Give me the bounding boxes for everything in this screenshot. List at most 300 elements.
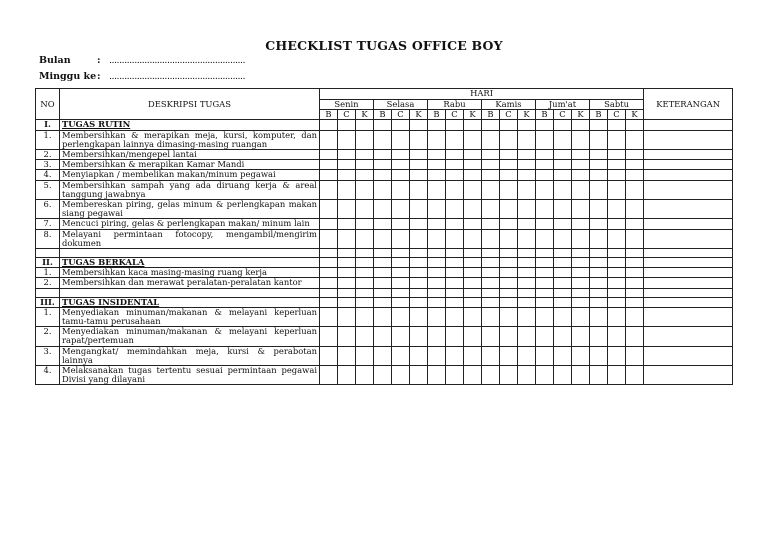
meta-blank-field[interactable]: ...................................................... bbox=[109, 71, 246, 82]
check-cell[interactable] bbox=[410, 307, 428, 326]
check-cell[interactable] bbox=[338, 366, 356, 385]
check-cell[interactable] bbox=[536, 268, 554, 278]
check-cell[interactable] bbox=[554, 249, 572, 258]
check-cell[interactable] bbox=[482, 346, 500, 365]
check-cell[interactable] bbox=[410, 150, 428, 160]
check-cell[interactable] bbox=[428, 258, 446, 268]
meta-blank-field[interactable]: ...................................................... bbox=[109, 55, 246, 66]
check-cell[interactable] bbox=[554, 229, 572, 248]
check-cell[interactable] bbox=[356, 278, 374, 288]
check-cell[interactable] bbox=[626, 150, 644, 160]
check-cell[interactable] bbox=[446, 229, 464, 248]
check-cell[interactable] bbox=[500, 327, 518, 346]
check-cell[interactable] bbox=[464, 278, 482, 288]
check-cell[interactable] bbox=[428, 278, 446, 288]
check-cell[interactable] bbox=[320, 120, 338, 130]
check-cell[interactable] bbox=[590, 120, 608, 130]
check-cell[interactable] bbox=[338, 346, 356, 365]
check-cell[interactable] bbox=[608, 120, 626, 130]
check-cell[interactable] bbox=[608, 307, 626, 326]
check-cell[interactable] bbox=[464, 120, 482, 130]
check-cell[interactable] bbox=[338, 120, 356, 130]
check-cell[interactable] bbox=[356, 150, 374, 160]
check-cell[interactable] bbox=[410, 219, 428, 229]
check-cell[interactable] bbox=[500, 130, 518, 149]
check-cell[interactable] bbox=[572, 258, 590, 268]
check-cell[interactable] bbox=[374, 200, 392, 219]
keterangan-cell[interactable] bbox=[644, 219, 733, 229]
check-cell[interactable] bbox=[518, 346, 536, 365]
check-cell[interactable] bbox=[608, 229, 626, 248]
keterangan-cell[interactable] bbox=[644, 268, 733, 278]
check-cell[interactable] bbox=[590, 307, 608, 326]
check-cell[interactable] bbox=[374, 288, 392, 297]
check-cell[interactable] bbox=[320, 297, 338, 307]
check-cell[interactable] bbox=[392, 346, 410, 365]
check-cell[interactable] bbox=[536, 249, 554, 258]
check-cell[interactable] bbox=[536, 130, 554, 149]
check-cell[interactable] bbox=[482, 229, 500, 248]
check-cell[interactable] bbox=[482, 170, 500, 180]
check-cell[interactable] bbox=[554, 327, 572, 346]
check-cell[interactable] bbox=[464, 366, 482, 385]
check-cell[interactable] bbox=[410, 170, 428, 180]
check-cell[interactable] bbox=[338, 170, 356, 180]
check-cell[interactable] bbox=[590, 366, 608, 385]
check-cell[interactable] bbox=[536, 278, 554, 288]
check-cell[interactable] bbox=[356, 297, 374, 307]
check-cell[interactable] bbox=[356, 160, 374, 170]
check-cell[interactable] bbox=[626, 278, 644, 288]
check-cell[interactable] bbox=[446, 346, 464, 365]
check-cell[interactable] bbox=[554, 219, 572, 229]
check-cell[interactable] bbox=[338, 327, 356, 346]
check-cell[interactable] bbox=[626, 180, 644, 199]
check-cell[interactable] bbox=[338, 249, 356, 258]
check-cell[interactable] bbox=[590, 229, 608, 248]
keterangan-cell[interactable] bbox=[644, 229, 733, 248]
check-cell[interactable] bbox=[518, 327, 536, 346]
check-cell[interactable] bbox=[374, 297, 392, 307]
check-cell[interactable] bbox=[446, 366, 464, 385]
check-cell[interactable] bbox=[572, 160, 590, 170]
check-cell[interactable] bbox=[554, 120, 572, 130]
check-cell[interactable] bbox=[374, 307, 392, 326]
check-cell[interactable] bbox=[392, 278, 410, 288]
check-cell[interactable] bbox=[626, 120, 644, 130]
check-cell[interactable] bbox=[482, 200, 500, 219]
check-cell[interactable] bbox=[482, 268, 500, 278]
check-cell[interactable] bbox=[338, 288, 356, 297]
check-cell[interactable] bbox=[428, 200, 446, 219]
check-cell[interactable] bbox=[518, 288, 536, 297]
check-cell[interactable] bbox=[338, 130, 356, 149]
check-cell[interactable] bbox=[338, 229, 356, 248]
check-cell[interactable] bbox=[626, 170, 644, 180]
check-cell[interactable] bbox=[626, 219, 644, 229]
check-cell[interactable] bbox=[500, 219, 518, 229]
check-cell[interactable] bbox=[554, 307, 572, 326]
check-cell[interactable] bbox=[554, 160, 572, 170]
check-cell[interactable] bbox=[626, 258, 644, 268]
check-cell[interactable] bbox=[626, 268, 644, 278]
keterangan-cell[interactable] bbox=[644, 130, 733, 149]
keterangan-cell[interactable] bbox=[644, 170, 733, 180]
check-cell[interactable] bbox=[500, 297, 518, 307]
check-cell[interactable] bbox=[338, 180, 356, 199]
check-cell[interactable] bbox=[500, 258, 518, 268]
check-cell[interactable] bbox=[374, 268, 392, 278]
check-cell[interactable] bbox=[464, 307, 482, 326]
check-cell[interactable] bbox=[554, 278, 572, 288]
check-cell[interactable] bbox=[590, 327, 608, 346]
check-cell[interactable] bbox=[482, 278, 500, 288]
check-cell[interactable] bbox=[464, 160, 482, 170]
check-cell[interactable] bbox=[464, 297, 482, 307]
check-cell[interactable] bbox=[482, 288, 500, 297]
check-cell[interactable] bbox=[518, 268, 536, 278]
check-cell[interactable] bbox=[356, 366, 374, 385]
check-cell[interactable] bbox=[446, 288, 464, 297]
check-cell[interactable] bbox=[392, 229, 410, 248]
check-cell[interactable] bbox=[320, 160, 338, 170]
check-cell[interactable] bbox=[572, 130, 590, 149]
check-cell[interactable] bbox=[572, 297, 590, 307]
check-cell[interactable] bbox=[500, 150, 518, 160]
check-cell[interactable] bbox=[590, 297, 608, 307]
check-cell[interactable] bbox=[392, 219, 410, 229]
check-cell[interactable] bbox=[590, 219, 608, 229]
check-cell[interactable] bbox=[500, 200, 518, 219]
check-cell[interactable] bbox=[320, 130, 338, 149]
check-cell[interactable] bbox=[338, 219, 356, 229]
check-cell[interactable] bbox=[446, 268, 464, 278]
check-cell[interactable] bbox=[428, 327, 446, 346]
check-cell[interactable] bbox=[392, 120, 410, 130]
check-cell[interactable] bbox=[392, 150, 410, 160]
check-cell[interactable] bbox=[356, 200, 374, 219]
check-cell[interactable] bbox=[518, 249, 536, 258]
check-cell[interactable] bbox=[374, 327, 392, 346]
check-cell[interactable] bbox=[320, 200, 338, 219]
check-cell[interactable] bbox=[356, 327, 374, 346]
check-cell[interactable] bbox=[374, 346, 392, 365]
check-cell[interactable] bbox=[464, 170, 482, 180]
check-cell[interactable] bbox=[482, 366, 500, 385]
check-cell[interactable] bbox=[338, 268, 356, 278]
check-cell[interactable] bbox=[572, 268, 590, 278]
check-cell[interactable] bbox=[518, 200, 536, 219]
check-cell[interactable] bbox=[392, 249, 410, 258]
check-cell[interactable] bbox=[608, 346, 626, 365]
check-cell[interactable] bbox=[428, 180, 446, 199]
check-cell[interactable] bbox=[410, 249, 428, 258]
check-cell[interactable] bbox=[536, 288, 554, 297]
check-cell[interactable] bbox=[500, 229, 518, 248]
check-cell[interactable] bbox=[446, 278, 464, 288]
check-cell[interactable] bbox=[572, 346, 590, 365]
check-cell[interactable] bbox=[320, 229, 338, 248]
check-cell[interactable] bbox=[608, 249, 626, 258]
check-cell[interactable] bbox=[626, 229, 644, 248]
check-cell[interactable] bbox=[392, 288, 410, 297]
check-cell[interactable] bbox=[410, 346, 428, 365]
check-cell[interactable] bbox=[572, 180, 590, 199]
check-cell[interactable] bbox=[374, 278, 392, 288]
check-cell[interactable] bbox=[392, 366, 410, 385]
keterangan-cell[interactable] bbox=[644, 307, 733, 326]
check-cell[interactable] bbox=[518, 130, 536, 149]
check-cell[interactable] bbox=[590, 200, 608, 219]
check-cell[interactable] bbox=[590, 288, 608, 297]
check-cell[interactable] bbox=[374, 229, 392, 248]
check-cell[interactable] bbox=[428, 346, 446, 365]
keterangan-cell[interactable] bbox=[644, 366, 733, 385]
check-cell[interactable] bbox=[392, 180, 410, 199]
check-cell[interactable] bbox=[626, 130, 644, 149]
check-cell[interactable] bbox=[374, 130, 392, 149]
check-cell[interactable] bbox=[572, 278, 590, 288]
check-cell[interactable] bbox=[608, 268, 626, 278]
check-cell[interactable] bbox=[608, 327, 626, 346]
check-cell[interactable] bbox=[356, 130, 374, 149]
check-cell[interactable] bbox=[518, 219, 536, 229]
check-cell[interactable] bbox=[338, 278, 356, 288]
check-cell[interactable] bbox=[500, 346, 518, 365]
check-cell[interactable] bbox=[608, 258, 626, 268]
keterangan-cell[interactable] bbox=[644, 258, 733, 268]
check-cell[interactable] bbox=[572, 219, 590, 229]
check-cell[interactable] bbox=[464, 130, 482, 149]
check-cell[interactable] bbox=[446, 170, 464, 180]
check-cell[interactable] bbox=[590, 160, 608, 170]
check-cell[interactable] bbox=[572, 170, 590, 180]
check-cell[interactable] bbox=[428, 150, 446, 160]
check-cell[interactable] bbox=[608, 170, 626, 180]
check-cell[interactable] bbox=[428, 268, 446, 278]
check-cell[interactable] bbox=[410, 160, 428, 170]
check-cell[interactable] bbox=[392, 327, 410, 346]
check-cell[interactable] bbox=[536, 297, 554, 307]
check-cell[interactable] bbox=[500, 366, 518, 385]
check-cell[interactable] bbox=[392, 170, 410, 180]
keterangan-cell[interactable] bbox=[644, 180, 733, 199]
check-cell[interactable] bbox=[554, 258, 572, 268]
check-cell[interactable] bbox=[500, 170, 518, 180]
check-cell[interactable] bbox=[518, 180, 536, 199]
check-cell[interactable] bbox=[572, 327, 590, 346]
check-cell[interactable] bbox=[590, 278, 608, 288]
check-cell[interactable] bbox=[392, 130, 410, 149]
check-cell[interactable] bbox=[428, 160, 446, 170]
check-cell[interactable] bbox=[608, 130, 626, 149]
check-cell[interactable] bbox=[608, 150, 626, 160]
check-cell[interactable] bbox=[446, 307, 464, 326]
check-cell[interactable] bbox=[374, 170, 392, 180]
check-cell[interactable] bbox=[590, 258, 608, 268]
check-cell[interactable] bbox=[518, 229, 536, 248]
check-cell[interactable] bbox=[464, 268, 482, 278]
check-cell[interactable] bbox=[446, 130, 464, 149]
check-cell[interactable] bbox=[482, 120, 500, 130]
check-cell[interactable] bbox=[320, 258, 338, 268]
check-cell[interactable] bbox=[428, 130, 446, 149]
check-cell[interactable] bbox=[410, 229, 428, 248]
check-cell[interactable] bbox=[410, 327, 428, 346]
check-cell[interactable] bbox=[446, 120, 464, 130]
check-cell[interactable] bbox=[338, 200, 356, 219]
check-cell[interactable] bbox=[518, 366, 536, 385]
check-cell[interactable] bbox=[374, 249, 392, 258]
check-cell[interactable] bbox=[428, 307, 446, 326]
check-cell[interactable] bbox=[428, 219, 446, 229]
check-cell[interactable] bbox=[446, 219, 464, 229]
check-cell[interactable] bbox=[500, 160, 518, 170]
check-cell[interactable] bbox=[536, 307, 554, 326]
check-cell[interactable] bbox=[446, 150, 464, 160]
check-cell[interactable] bbox=[374, 160, 392, 170]
check-cell[interactable] bbox=[482, 219, 500, 229]
check-cell[interactable] bbox=[320, 249, 338, 258]
check-cell[interactable] bbox=[572, 288, 590, 297]
check-cell[interactable] bbox=[590, 150, 608, 160]
check-cell[interactable] bbox=[356, 219, 374, 229]
check-cell[interactable] bbox=[392, 200, 410, 219]
check-cell[interactable] bbox=[626, 346, 644, 365]
keterangan-cell[interactable] bbox=[644, 297, 733, 307]
check-cell[interactable] bbox=[626, 327, 644, 346]
check-cell[interactable] bbox=[356, 180, 374, 199]
check-cell[interactable] bbox=[392, 297, 410, 307]
check-cell[interactable] bbox=[392, 160, 410, 170]
check-cell[interactable] bbox=[500, 249, 518, 258]
check-cell[interactable] bbox=[356, 258, 374, 268]
check-cell[interactable] bbox=[374, 258, 392, 268]
check-cell[interactable] bbox=[518, 258, 536, 268]
check-cell[interactable] bbox=[410, 278, 428, 288]
check-cell[interactable] bbox=[356, 288, 374, 297]
check-cell[interactable] bbox=[608, 297, 626, 307]
check-cell[interactable] bbox=[590, 268, 608, 278]
check-cell[interactable] bbox=[518, 307, 536, 326]
check-cell[interactable] bbox=[590, 170, 608, 180]
check-cell[interactable] bbox=[320, 180, 338, 199]
keterangan-cell[interactable] bbox=[644, 278, 733, 288]
check-cell[interactable] bbox=[626, 297, 644, 307]
check-cell[interactable] bbox=[356, 268, 374, 278]
check-cell[interactable] bbox=[608, 200, 626, 219]
check-cell[interactable] bbox=[554, 346, 572, 365]
check-cell[interactable] bbox=[410, 120, 428, 130]
check-cell[interactable] bbox=[446, 160, 464, 170]
check-cell[interactable] bbox=[464, 327, 482, 346]
check-cell[interactable] bbox=[590, 249, 608, 258]
check-cell[interactable] bbox=[536, 229, 554, 248]
check-cell[interactable] bbox=[554, 200, 572, 219]
check-cell[interactable] bbox=[482, 327, 500, 346]
check-cell[interactable] bbox=[536, 170, 554, 180]
check-cell[interactable] bbox=[482, 307, 500, 326]
check-cell[interactable] bbox=[464, 346, 482, 365]
check-cell[interactable] bbox=[536, 366, 554, 385]
check-cell[interactable] bbox=[464, 229, 482, 248]
check-cell[interactable] bbox=[536, 327, 554, 346]
check-cell[interactable] bbox=[374, 219, 392, 229]
check-cell[interactable] bbox=[320, 150, 338, 160]
check-cell[interactable] bbox=[554, 150, 572, 160]
check-cell[interactable] bbox=[608, 366, 626, 385]
check-cell[interactable] bbox=[626, 160, 644, 170]
check-cell[interactable] bbox=[410, 288, 428, 297]
check-cell[interactable] bbox=[338, 307, 356, 326]
check-cell[interactable] bbox=[572, 120, 590, 130]
check-cell[interactable] bbox=[536, 120, 554, 130]
check-cell[interactable] bbox=[626, 288, 644, 297]
check-cell[interactable] bbox=[482, 180, 500, 199]
check-cell[interactable] bbox=[482, 160, 500, 170]
check-cell[interactable] bbox=[446, 258, 464, 268]
keterangan-cell[interactable] bbox=[644, 288, 733, 297]
check-cell[interactable] bbox=[320, 307, 338, 326]
check-cell[interactable] bbox=[536, 160, 554, 170]
check-cell[interactable] bbox=[338, 150, 356, 160]
check-cell[interactable] bbox=[482, 249, 500, 258]
check-cell[interactable] bbox=[464, 150, 482, 160]
check-cell[interactable] bbox=[320, 366, 338, 385]
keterangan-cell[interactable] bbox=[644, 249, 733, 258]
check-cell[interactable] bbox=[572, 366, 590, 385]
check-cell[interactable] bbox=[338, 297, 356, 307]
check-cell[interactable] bbox=[356, 249, 374, 258]
check-cell[interactable] bbox=[320, 278, 338, 288]
check-cell[interactable] bbox=[446, 200, 464, 219]
check-cell[interactable] bbox=[410, 200, 428, 219]
check-cell[interactable] bbox=[410, 297, 428, 307]
check-cell[interactable] bbox=[410, 130, 428, 149]
check-cell[interactable] bbox=[374, 180, 392, 199]
check-cell[interactable] bbox=[590, 130, 608, 149]
check-cell[interactable] bbox=[356, 307, 374, 326]
keterangan-cell[interactable] bbox=[644, 200, 733, 219]
check-cell[interactable] bbox=[500, 288, 518, 297]
check-cell[interactable] bbox=[590, 180, 608, 199]
check-cell[interactable] bbox=[482, 258, 500, 268]
check-cell[interactable] bbox=[554, 288, 572, 297]
check-cell[interactable] bbox=[392, 268, 410, 278]
check-cell[interactable] bbox=[500, 180, 518, 199]
check-cell[interactable] bbox=[410, 268, 428, 278]
check-cell[interactable] bbox=[536, 150, 554, 160]
check-cell[interactable] bbox=[572, 200, 590, 219]
keterangan-cell[interactable] bbox=[644, 150, 733, 160]
check-cell[interactable] bbox=[572, 150, 590, 160]
check-cell[interactable] bbox=[464, 200, 482, 219]
check-cell[interactable] bbox=[554, 170, 572, 180]
check-cell[interactable] bbox=[464, 219, 482, 229]
check-cell[interactable] bbox=[536, 258, 554, 268]
keterangan-cell[interactable] bbox=[644, 120, 733, 130]
check-cell[interactable] bbox=[428, 288, 446, 297]
check-cell[interactable] bbox=[572, 307, 590, 326]
check-cell[interactable] bbox=[392, 258, 410, 268]
check-cell[interactable] bbox=[626, 200, 644, 219]
check-cell[interactable] bbox=[554, 180, 572, 199]
check-cell[interactable] bbox=[572, 249, 590, 258]
check-cell[interactable] bbox=[536, 346, 554, 365]
check-cell[interactable] bbox=[356, 170, 374, 180]
check-cell[interactable] bbox=[608, 180, 626, 199]
check-cell[interactable] bbox=[608, 278, 626, 288]
